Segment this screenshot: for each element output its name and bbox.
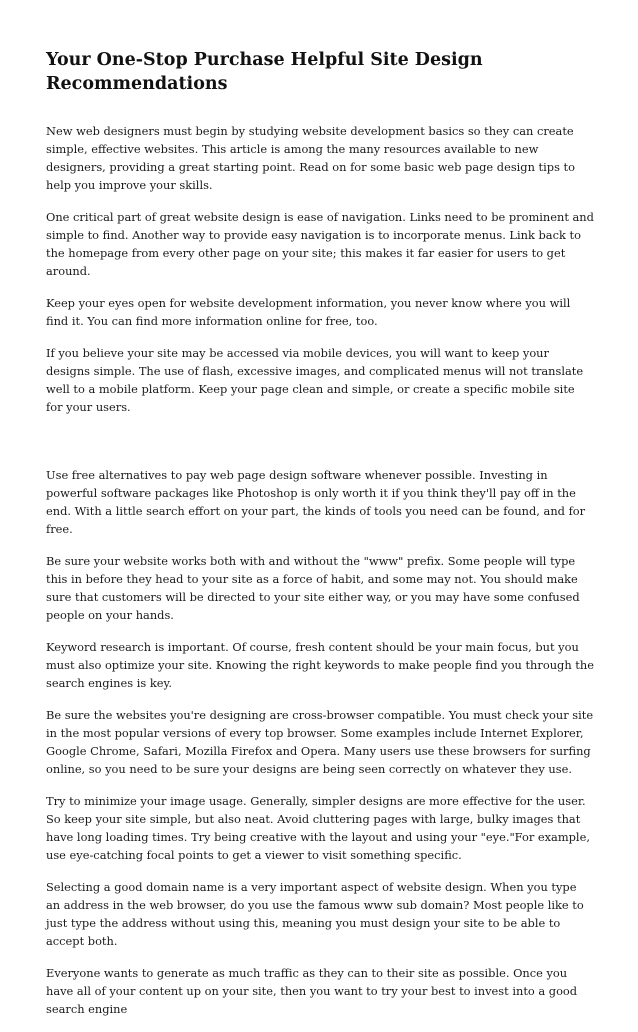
paragraph-software: Use free alternatives to pay web page design software whenever possible. Investing in powerful software packages like Photoshop is only worth it if you think they'll pay off in the end. With a little search effort on your part, the kinds of tools you need can be found, and for free. [46,468,586,536]
page-title: Your One-Stop Purchase Helpful Site Design Recommendations [46,50,483,94]
paragraph-intro: New web designers must begin by studying website development basics so they can create simple, effective websites. This article is among the many resources available to new designers, providing a great starting point. Read on for some basic web page design tips to help you improve your skills. [46,124,575,192]
paragraph-traffic: Everyone wants to generate as much traffic as they can to their site as possible. Once you have all of your content up on your site, then you want to try your best to invest into a good search engine [46,966,578,1016]
paragraph-domain: Selecting a good domain name is a very important aspect of website design. When you type an address in the web browser, do you use the famous www sub domain? Most people like to just type the address without using this, meaning you must design your site to be able to accept both. [46,880,584,948]
paragraph-images: Try to minimize your image usage. Generally, simpler designs are more effective for the user. So keep your site simple, but also neat. Avoid cluttering pages with large, bulky images that have long loading times. Try being creative with the layout and using your "eye."For example, use eye-catching focal points to get a viewer to visit something specific. [46,794,590,862]
paragraph-keywords: Keyword research is important. Of course, fresh content should be your main focus, but you must also optimize your site. Knowing the right keywords to make people find you through the search engines is key. [46,640,594,690]
document-page [46,48,594,1032]
paragraph-navigation: One critical part of great website design is ease of navigation. Links need to be prominent and simple to find. Another way to provide easy navigation is to incorporate menus. Link back to the homepage from every other page on your site; this makes it far easier for users to get around. [46,210,594,278]
paragraph-cross-browser: Be sure the websites you're designing are cross-browser compatible. You must check your site in the most popular versions of every top browser. Some examples include Internet Explorer, Google Chrome, Safari, Mozilla Firefox and Opera. Many users use these browsers for surfing online, so you need to be sure your designs are being seen correctly on whatever they use. [46,708,594,776]
paragraph-information: Keep your eyes open for website development information, you never know where you will find it. You can find more information online for free, too. [46,296,571,328]
paragraph-mobile: If you believe your site may be accessed via mobile devices, you will want to keep your designs simple. The use of flash, excessive images, and complicated menus will not translate well to a mobile platform. Keep your page clean and simple, or create a specific mobile site for your users. [46,346,584,414]
paragraph-www-prefix: Be sure your website works both with and without the "www" prefix. Some people will type this in before they head to your site as a force of habit, and some may not. You should make sure that customers will be directed to your site either way, or you may have some confused people on your hands. [46,554,580,622]
